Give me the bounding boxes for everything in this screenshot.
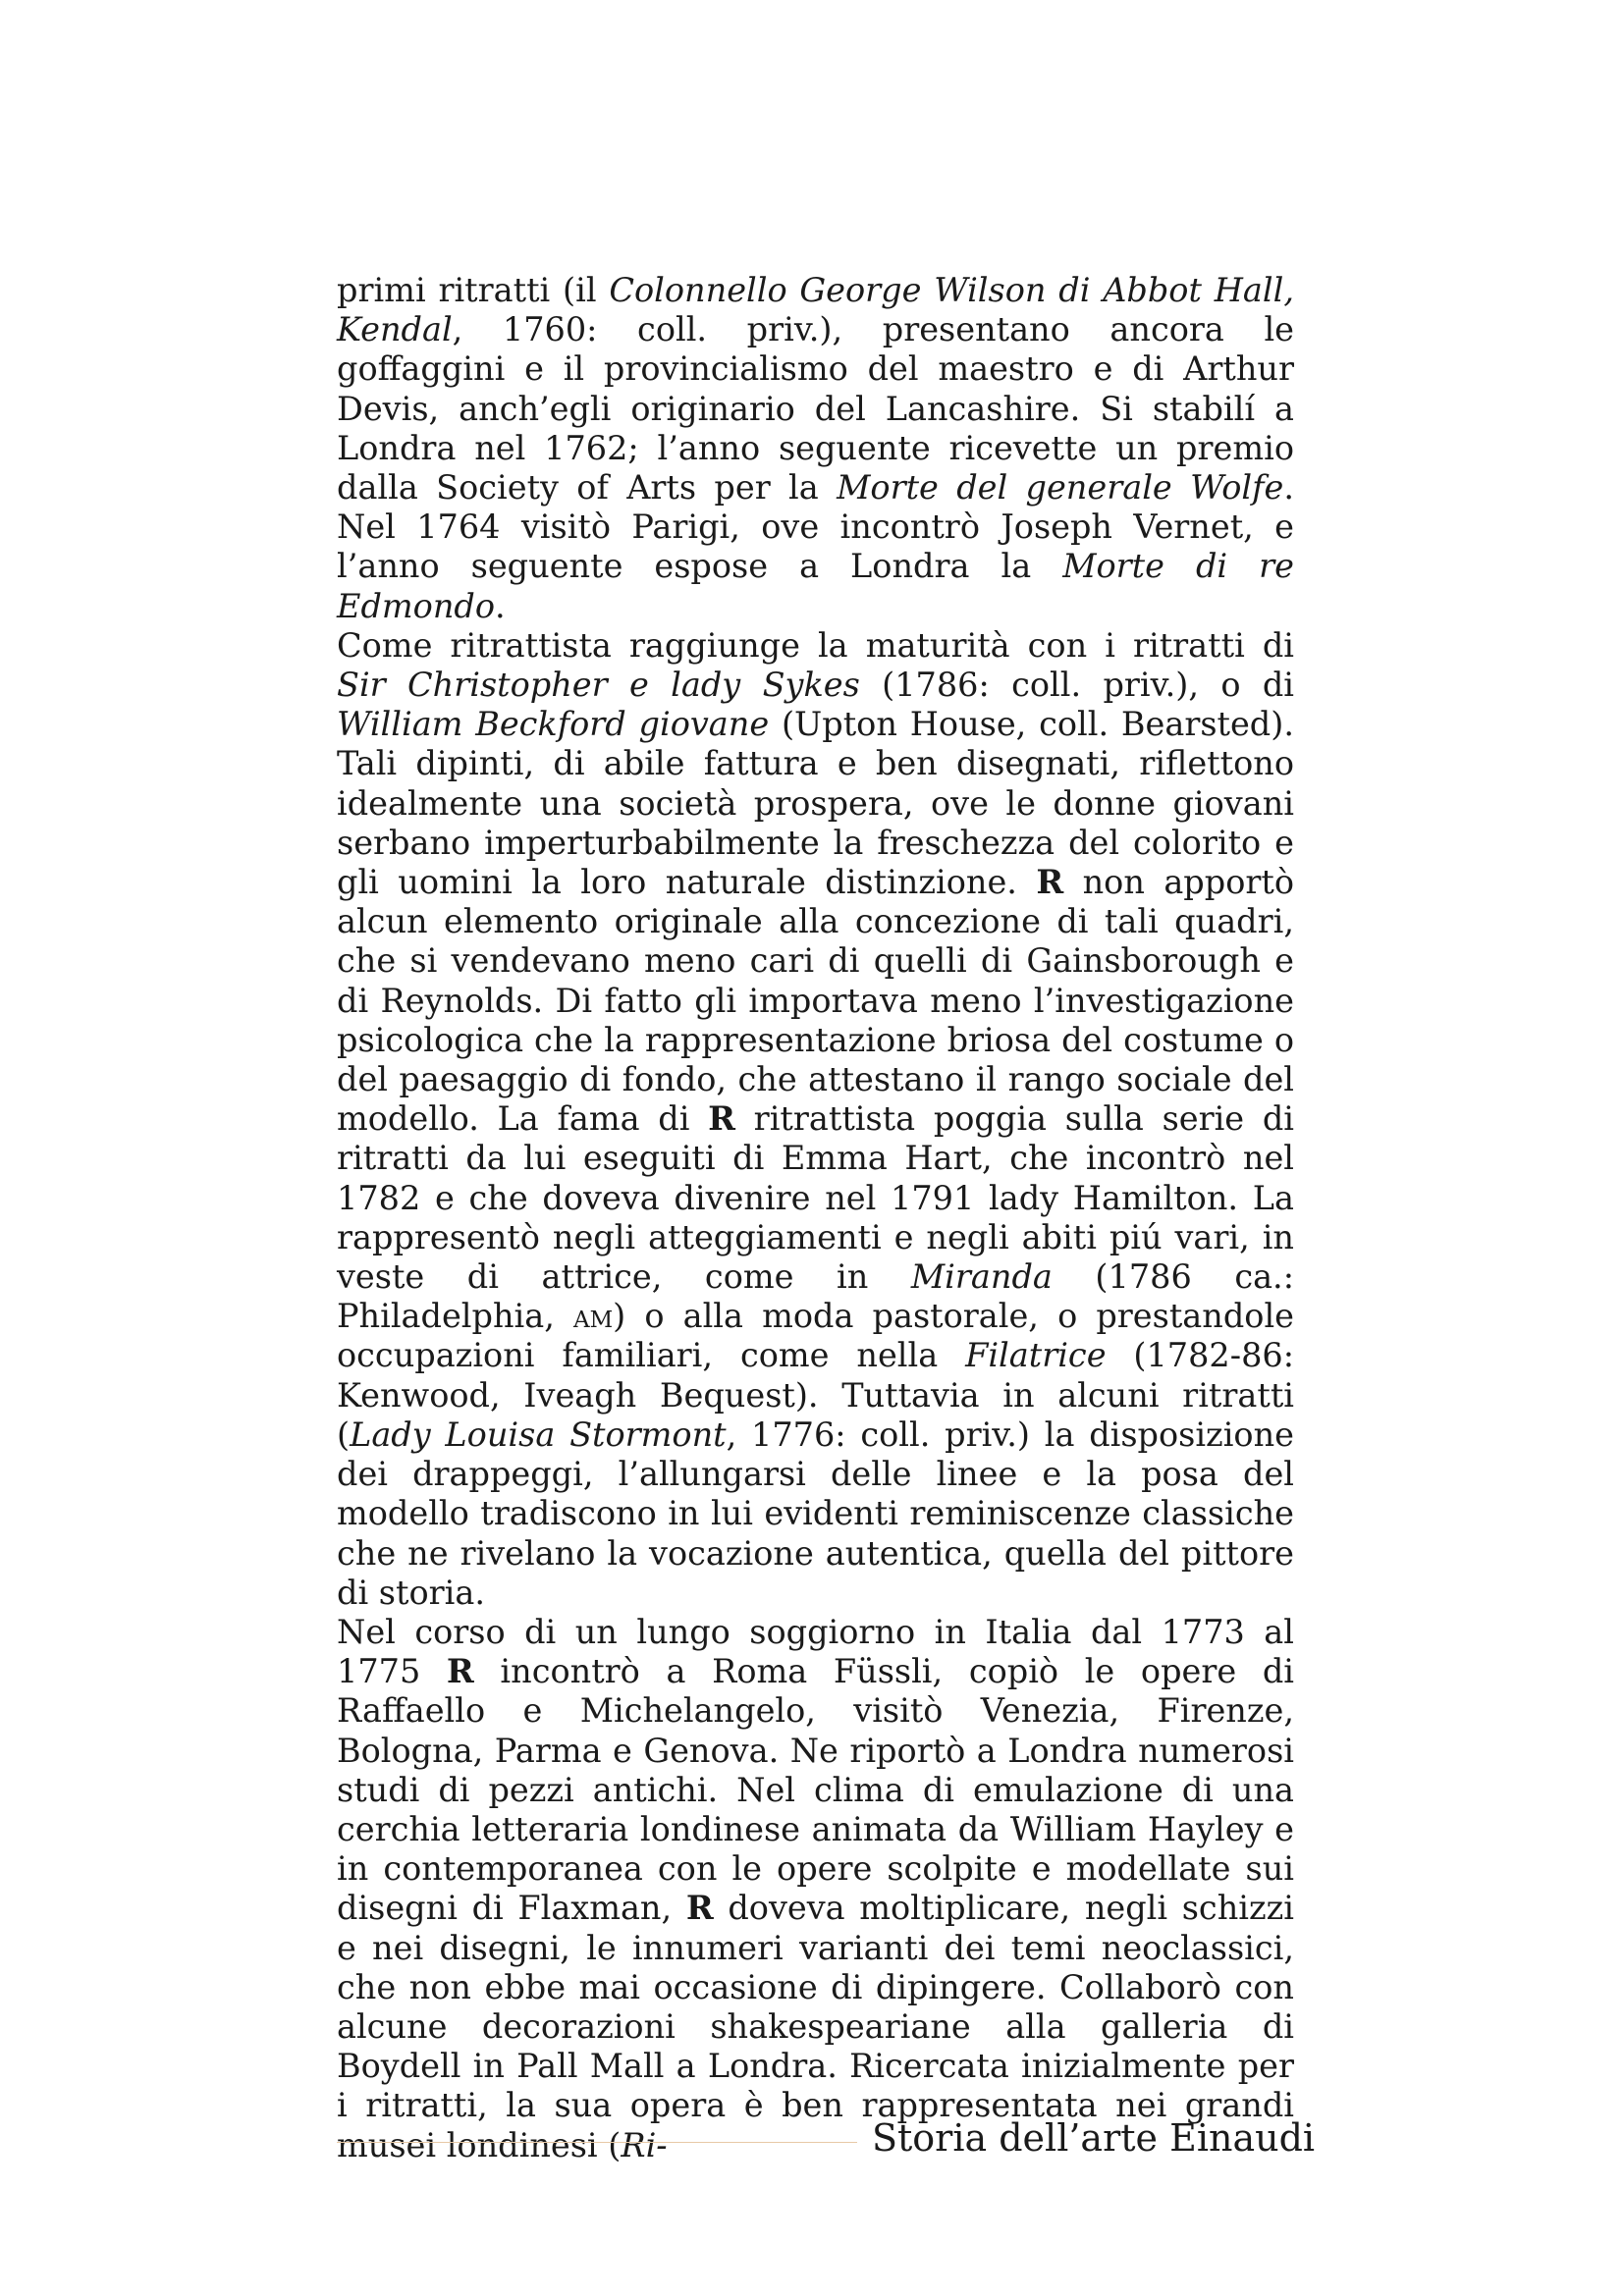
text-run: (Upton House, coll. Bearsted). Tali dipinti, di abile fattura e ben disegnati, riflettono idealmente una società prospera, ove le donne giovani serbano imperturbabilmente la freschezza del colorito e gli uomini la loro naturale distinzione.	[337, 705, 1294, 902]
text-run: doveva moltiplicare, negli schizzi e nei disegni, le innumeri varianti dei temi neoclassici, che non ebbe mai occasione di dipingere. Collaborò con alcune decorazioni shakespeariane alla galleria di Boydell in Pall Mall a Londra. Ricercata inizialmente per i ritratti, la sua opera è ben rappresentata nei grandi musei londinesi (	[337, 1889, 1294, 2164]
text-run: .	[495, 586, 506, 625]
text-run: Lady Louisa Stormont	[350, 1415, 727, 1454]
text-run: Colonnello George Wilson di Abbot Hall, Kendal	[337, 271, 1294, 349]
text-run: Filatrice	[965, 1336, 1107, 1375]
text-run: . Nel 1764 visitò Parigi, ove incontrò Joseph Vernet, e l’anno seguente espose a Londra la	[337, 468, 1294, 586]
footer-rule	[337, 2142, 857, 2143]
text-run: (1782-86: Kenwood, Iveagh Bequest). Tuttavia in alcuni ritratti (	[337, 1336, 1294, 1454]
text-run: R	[446, 1652, 474, 1691]
text-run: (1786: coll. priv.), o di	[859, 666, 1295, 705]
text-run: R	[1036, 863, 1064, 902]
text-run: R	[708, 1099, 735, 1139]
text-run: Ri-	[621, 2125, 668, 2164]
text-run: Morte di re Edmondo	[337, 547, 1295, 625]
text-run: primi ritratti (il	[337, 271, 610, 309]
body-text	[337, 271, 1316, 2165]
text-run: , 1760: coll. priv.), presentano ancora le goffaggini e il provincialismo del maestro e di Arthur Devis, anch’egli originario del Lancashire. Si stabilí a Londra nel 1762; l’anno seguente ricevette un premio dalla Society of Arts per la	[337, 310, 1294, 507]
text-run: (1786 ca.: Philadelphia,	[337, 1257, 1294, 1336]
text-run: am	[572, 1297, 614, 1336]
text-run: Miranda	[910, 1257, 1053, 1297]
paragraph-1	[337, 271, 1294, 626]
text-run: Come ritrattista raggiunge la maturità con i ritratti di	[337, 625, 1294, 665]
text-run: Morte del generale Wolfe	[837, 468, 1284, 507]
text-run: incontrò a Roma Füssli, copiò le opere di Raffaello e Michelangelo, visitò Venezia, Firenze, Bologna, Parma e Genova. Ne riportò a Londra numerosi studi di pezzi antichi. Nel clima di emulazione di una cerchia letteraria londinese animata da William Hayley e in contemporanea con le opere scolpite e modellate sui disegni di Flaxman,	[337, 1652, 1294, 1928]
text-run: ) o alla moda pastorale, o prestandole occupazioni familiari, come nella	[337, 1297, 1294, 1375]
text-run: non apportò alcun elemento originale alla concezione di tali quadri, che si vendevano meno cari di quelli di Gainsborough e di Reynolds. Di fatto gli importava meno l’investigazione psicologica che la rappresentazione briosa del costume o del paesaggio di fondo, che attestano il rango sociale del modello. La fama di	[337, 863, 1295, 1139]
paragraph-3	[337, 1612, 1316, 2165]
text-run: Nel corso di un lungo soggiorno in Italia dal 1773 al 1775	[337, 1612, 1294, 1691]
text-run: R	[685, 1889, 714, 1928]
text-run: William Beckford giovane	[337, 705, 770, 744]
text-run: , 1776: coll. priv.) la disposizione dei drappeggi, l’allungarsi delle linee e la posa del modello tradiscono in lui evidenti reminiscenze classiche che ne rivelano la vocazione autentica, quella del pittore di storia.	[337, 1415, 1294, 1612]
paragraph-2	[337, 626, 1294, 1613]
text-run: ritrattista poggia sulla serie di ritratti da lui eseguiti di Emma Hart, che incontrò nel 1782 e che doveva divenire nel 1791 lady Hamilton. La rappresentò negli atteggiamenti e negli abiti piú vari, in veste di attrice, come in	[337, 1099, 1294, 1297]
text-run: Sir Christopher e lady Sykes	[337, 666, 860, 705]
footer-title: Storia dell’arte Einaudi	[872, 2116, 1316, 2160]
